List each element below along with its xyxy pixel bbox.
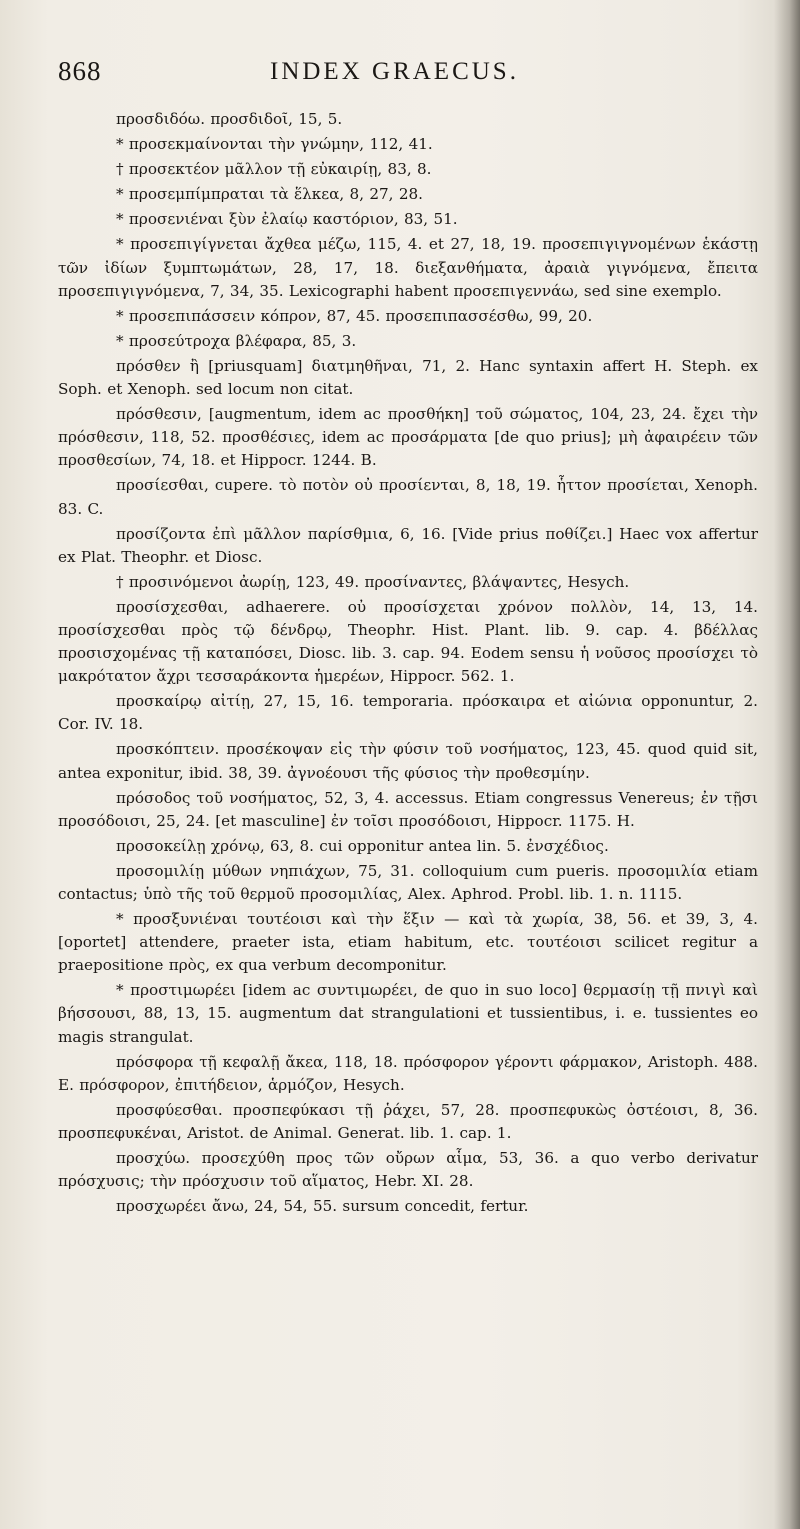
index-entry: πρόσφορα τῇ κεφαλῇ ἄκεα, 118, 18. πρόσφορον γέροντι φάρμακον, Aristoph. 488. E. πρόσφορον, ἐπιτήδειον, ἁρμόζον, Hesych. xyxy=(58,1052,758,1094)
page-header xyxy=(58,52,758,96)
index-entry: πρόσοδος τοῦ νοσήματος, 52, 3, 4. accessus. Etiam congressus Venereus; ἐν τῇσι προσόδοισι, 25, 24. [et masculine] ἐν τοῖσι προσόδοισι, Hippocr. 1175. H. xyxy=(58,788,758,830)
page-spine-shadow xyxy=(774,0,800,1529)
index-entry: * προστιμωρέει [idem ac συντιμωρέει, de quo in suo loco] θερμασίῃ τῇ πνιγὶ καὶ βήσσουσι, 88, 13, 15. augmentum dat strangulationi et tussientibus, i. e. tussientes eo magis strangulat. xyxy=(58,981,758,1046)
index-entry: * προσεπιπάσσειν κόπρον, 87, 45. προσεπιπασσέσθω, 99, 20. xyxy=(116,306,593,325)
index-entry: πρόσθεσιν, [augmentum, idem ac προσθήκη] τοῦ σώματος, 104, 23, 24. ἔχει τὴν πρόσθεσιν, 118, 52. προσθέσιες, idem ac προσάρματα [de quo prius]; μὴ ἀφαιρέειν τῶν προσθεσίων, 74, 18. et Hippocr. 1244. B. xyxy=(58,405,758,470)
index-entry: προσοκείλῃ χρόνῳ, 63, 8. cui opponitur antea lin. 5. ἐνσχέδιος. xyxy=(116,836,609,855)
index-entry: προσδιδόω. προσδιδοῖ, 15, 5. xyxy=(116,110,343,128)
index-entry: * προσεύτροχα βλέφαρα, 85, 3. xyxy=(116,331,357,350)
index-entry: πρόσθεν ἢ [priusquam] διατμηθῆναι, 71, 2. Hanc syntaxin affert H. Steph. ex Soph. et Xenoph. sed locum non citat. xyxy=(58,356,758,399)
index-entry: προσκαίρῳ αἰτίῃ, 27, 15, 16. temporaria. πρόσκαιρα et αἰώνια opponuntur, 2. Cor. IV. 18. xyxy=(58,692,758,734)
index-entry: προσίεσθαι, cupere. τὸ ποτὸν οὐ προσίενται, 8, 18, 19. ἧττον προσίεται, Xenoph. 83. C. xyxy=(58,476,758,518)
index-entry: προσίζοντα ἐπὶ μᾶλλον παρίσθμια, 6, 16. [Vide prius ποθίζει.] Haec vox affertur ex Plat. Theophr. et Diosc. xyxy=(58,524,758,566)
index-entries xyxy=(58,108,758,1220)
index-entry: † προσινόμενοι ἀωρίῃ, 123, 49. προσίναντες, βλάψαντες, Hesych. xyxy=(116,572,630,591)
index-entry: προσφύεσθαι. προσπεφύκασι τῇ ῥάχει, 57, 28. προσπεφυκὼς ὀστέοισι, 8, 36. προσπεφυκέναι, Aristot. de Animal. Generat. lib. 1. cap. 1. xyxy=(58,1100,758,1142)
index-entry: προσκόπτειν. προσέκοψαν εἰς τὴν φύσιν τοῦ νοσήματος, 123, 45. quod quid sit, antea exponitur, ibid. 38, 39. ἀγνοέουσι τῆς φύσιος τὴν προθεσμίην. xyxy=(58,740,758,782)
index-entry: προσχωρέει ἄνω, 24, 54, 55. sursum concedit, fertur. xyxy=(116,1197,529,1216)
running-title: INDEX GRAECUS. xyxy=(270,58,519,85)
index-entry: προσίσχεσθαι, adhaerere. οὐ προσίσχεται χρόνον πολλὸν, 14, 13, 14. προσίσχεσθαι πρὸς τῷ δένδρῳ, Theophr. Hist. Plant. lib. 9. cap. 4. βδέλλας προσισχομένας τῇ καταπόσει, Diosc. lib. 3. cap. 94. Eodem sensu ἡ νοῦσος προσίσχει τὸ μακρότατον ἄχρι τεσσαράκοντα ἡμερέων, Hippocr. 562. 1. xyxy=(58,597,758,686)
index-entry: * προσενιέναι ξὺν ἐλαίῳ καστόριον, 83, 51. xyxy=(116,210,458,229)
index-entry: προσχύω. προσεχύθη προς τῶν οὔρων αἷμα, 53, 36. a quo verbo derivatur πρόσχυσις; τὴν πρόσχυσιν τοῦ αἵματος, Hebr. XI. 28. xyxy=(58,1149,758,1191)
index-entry: * προσξυνιέναι τουτέοισι καὶ τὴν ἕξιν — καὶ τὰ χωρία, 38, 56. et 39, 3, 4. [oportet] attendere, praeter ista, etiam habitum, etc. τουτέοισι scilicet regitur a praepositione πρὸς, ex qua verbum decomponitur. xyxy=(58,910,758,975)
page-number: 868 xyxy=(58,56,102,86)
index-entry: προσομιλίῃ μύθων νηπιάχων, 75, 31. colloquium cum pueris. προσομιλία etiam contactus; ὑπὸ τῆς τοῦ θερμοῦ προσομιλίας, Alex. Aphrod. Probl. lib. 1. n. 1115. xyxy=(58,861,758,903)
index-entry: * προσεπιγίγνεται ἄχθεα μέζω, 115, 4. et 27, 18, 19. προσεπιγιγνομένων ἑκάστῃ τῶν ἰδίων ξυμπτωμάτων, 28, 17, 18. διεξανθήματα, ἀραιὰ γιγνόμενα, ἔπειτα προσεπιγιγνόμενα, 7, 34, 35. Lexicographi habent προσεπιγεννάω, sed sine exemplo. xyxy=(58,235,758,300)
index-entry: * προσεκμαίνονται τὴν γνώμην, 112, 41. xyxy=(116,135,433,154)
index-entry: † προσεκτέον μᾶλλον τῇ εὐκαιρίῃ, 83, 8. xyxy=(116,160,432,179)
index-entry: * προσεμπίμπραται τὰ ἕλκεα, 8, 27, 28. xyxy=(116,185,423,204)
